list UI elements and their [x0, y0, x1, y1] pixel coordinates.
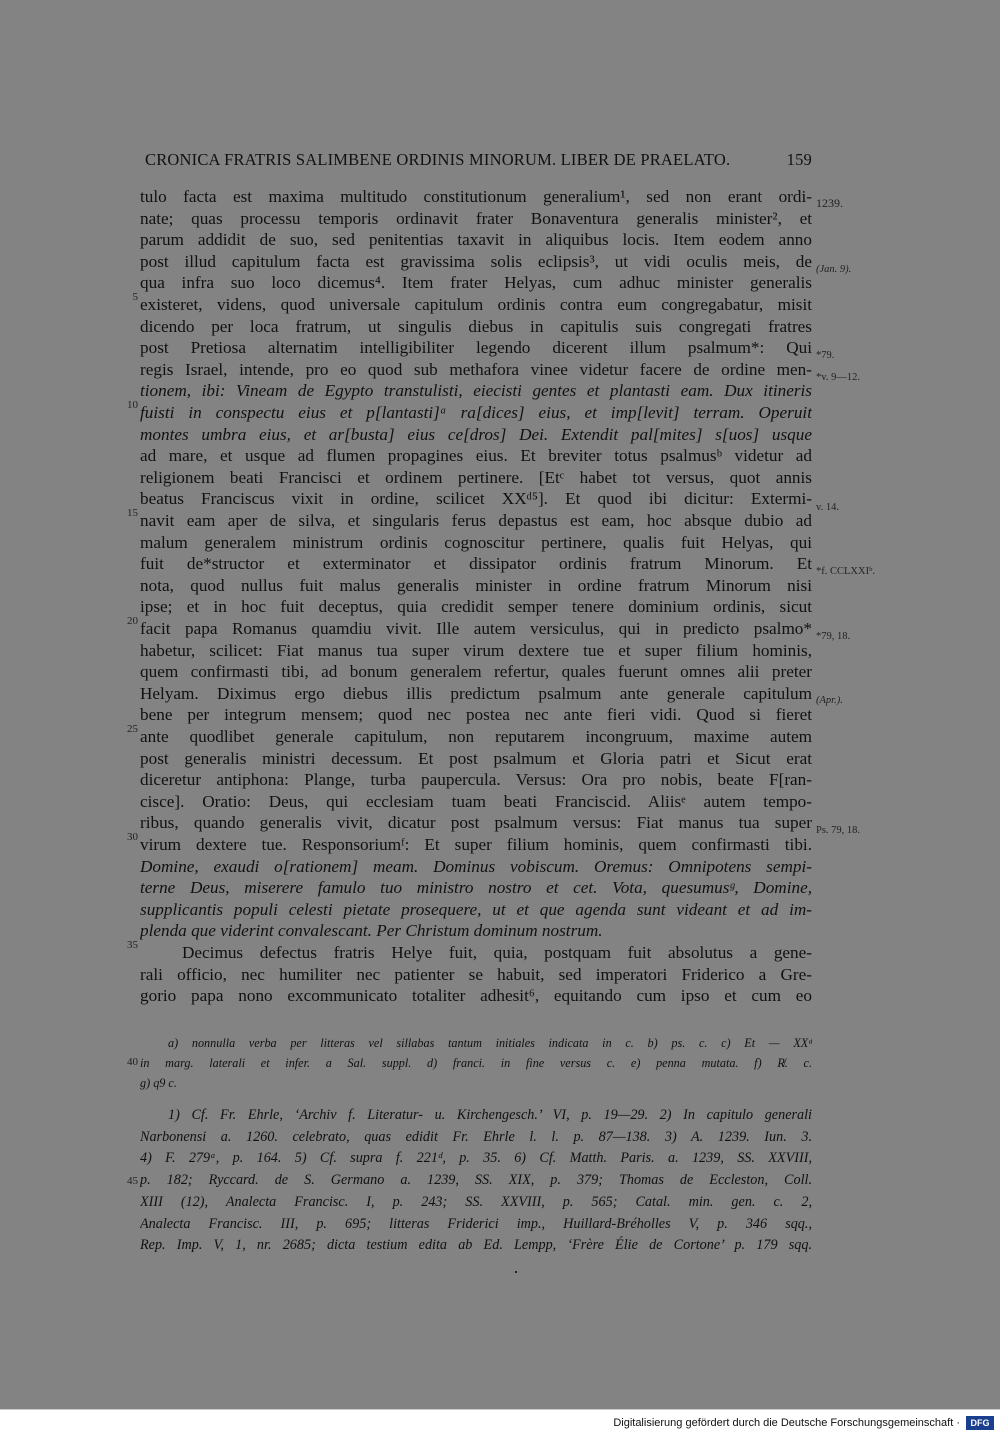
- text-line: post illud capitulum facta est gravissima solis eclipsis³, ut vidi oculis meis, de: [140, 251, 812, 271]
- footer-bar: [0, 1409, 1000, 1434]
- text-line: quem confirmasti tibi, ad bonum generalem refertur, quales fuerunt omnes alii preter: [140, 662, 812, 682]
- apparatus-line: in marg. laterali et infer. a Sal. suppl. d) franci. in fine versus c. e) penna mutata. f) R̸. c.: [140, 1056, 812, 1070]
- text-line: ribus, quando generalis vivit, dicatur post psalmum versus: Fiat manus tua super: [140, 813, 812, 833]
- line-number: 10: [127, 399, 138, 411]
- text-line: terne Deus, miserere famulo tuo ministro nostro et cet. Vota, quesumusᵍ, Domine,: [140, 878, 812, 898]
- text-line: Domine, exaudi o[rationem] meam. Dominus vobiscum. Oremus: Omnipotens sempi-: [140, 856, 812, 876]
- text-line: ipse; et in hoc fuit deceptus, quia credidit semper tenere dominium ordinis, sicut: [140, 597, 812, 617]
- text-line: post Pretiosa alternatim intelligibiliter legendo dicerent illum psalmum*: Qui: [140, 338, 812, 358]
- line-number: 30: [127, 831, 138, 843]
- text-line: religionem beati Francisci et ordinem pertinere. [Etᶜ habet tot versus, quot annis: [140, 467, 812, 487]
- margin-note: *79, 18.: [816, 631, 851, 642]
- text-line: rali officio, nec humiliter nec patienter se habuit, sed imperatori Friderico a Gre-: [140, 964, 812, 984]
- line-number: 35: [127, 939, 138, 951]
- margin-note: Ps. 79, 18.: [816, 825, 861, 836]
- reference-line: Analecta Francisc. III, p. 695; litteras Friderici imp., Huillard-Bréholles V, p. 346 sqq.,: [140, 1215, 812, 1232]
- text-line: qua infra suo loco dicemus⁴. Item frater Helyas, cum adhuc minister generalis: [140, 273, 812, 293]
- apparatus-line: g) q9 c.: [140, 1076, 177, 1090]
- margin-note: *79.: [816, 350, 835, 361]
- text-line: plenda que viderint convalescant. Per Christum dominum nostrum.: [140, 921, 603, 941]
- text-line: fuisti in conspectu eius et p[lantasti]ᵃ ra[dices] eius, et imp[levit] terram. Operuit: [140, 403, 812, 422]
- margin-note: *v. 9—12.: [816, 372, 860, 383]
- text-line: fuit de*structor et exterminator et dissipator ordinis fratrum Minorum. Et: [140, 554, 812, 574]
- text-line: parum addidit de suo, sed penitentias taxavit in aliquibus locis. Item eodem anno: [140, 230, 812, 250]
- text-line: malum generalem ministrum ordinis cognoscitur pertinere, qualis fuit Helyas, qui: [140, 532, 812, 552]
- text-line: cisce]. Oratio: Deus, qui ecclesiam tuam beati Franciscid. Aliisᵉ autem tempo-: [140, 791, 812, 811]
- text-line: Decimus defectus fratris Helye fuit, quia, postquam fuit absolutus a gene-: [182, 943, 812, 962]
- text-line: navit eam aper de silva, et singularis ferus depastus est eam, hoc absque dubio ad: [140, 511, 812, 530]
- margin-note: (Jan. 9).: [816, 264, 852, 275]
- margin-note: (Apr.).: [816, 695, 843, 706]
- text-line: beatus Franciscus vixit in ordine, scilicet XXᵈ⁵]. Et quod ibi dicitur: Extermi-: [140, 489, 812, 509]
- line-number: 25: [127, 723, 138, 735]
- text-line: facit papa Romanus quamdiu vivit. Ille autem versiculus, qui in predicto psalmo*: [140, 619, 812, 638]
- text-line: habetur, scilicet: Fiat manus tua super virum dextere tue et super filium hominis,: [140, 640, 812, 660]
- text-line: tionem, ibi: Vineam de Egypto transtulisti, eiecisti gentes et plantasti eam. Dux itineris: [140, 381, 812, 401]
- running-title: CRONICA FRATRIS SALIMBENE ORDINIS MINORUM. LIBER DE PRAELATO.: [145, 150, 731, 169]
- dfg-logo: DFG: [966, 1416, 994, 1430]
- reference-line: XIII (12), Analecta Francisc. I, p. 243; SS. XXVIII, p. 565; Catal. min. gen. c. 2,: [140, 1193, 812, 1210]
- scan-dot: [515, 1271, 517, 1273]
- footer-text: Digitalisierung gefördert durch die Deutsche Forschungsgemeinschaft ·: [613, 1417, 960, 1429]
- margin-note: *f. CCLXXIᵇ.: [816, 566, 875, 577]
- reference-line: Narbonensi a. 1260. celebrato, quas edidit Fr. Ehrle l. l. p. 87—138. 3) A. 1239. Iun. 3.: [140, 1128, 812, 1145]
- text-line: dicendo per loca fratrum, ut singulis diebus in capitulis suis congregati fratres: [140, 316, 812, 336]
- text-line: nota, quod nullus fuit malus generalis minister in ordine fratrum Minorum nisi: [140, 575, 812, 595]
- text-line: tulo facta est maxima multitudo constitutionum generalium¹, sed non erant ordi-: [140, 187, 812, 206]
- text-line: gorio papa nono excommunicato totaliter adhesit⁶, equitando cum ipso et cum eo: [140, 986, 812, 1006]
- text-line: ante quodlibet generale capitulum, non reputarem incongruum, maxime autem: [140, 727, 812, 746]
- margin-note: 1239.: [816, 196, 843, 210]
- text-line: virum dextere tue. Responsoriumᶠ: Et super filium hominis, quem confirmasti tibi.: [140, 835, 812, 854]
- text-line: regis Israel, intende, pro eo quod sub methafora vinee videtur facere de ordine men-: [140, 359, 812, 379]
- reference-line: Rep. Imp. V, 1, nr. 2685; dicta testium edita ab Ed. Lempp, ‘Frère Élie de Cortone’ p. 179 sqq.: [140, 1237, 812, 1254]
- reference-line: 4) F. 279ᵃ, p. 164. 5) Cf. supra f. 221ᵈ, p. 35. 6) Cf. Matth. Paris. a. 1239, SS. XXVIII,: [140, 1150, 812, 1167]
- reference-line: p. 182; Ryccard. de S. Germano a. 1239, SS. XIX, p. 379; Thomas de Eccleston, Coll.: [140, 1172, 812, 1189]
- line-number: 45: [127, 1175, 138, 1187]
- text-line: supplicantis populi celesti pietate prosequere, ut et que agenda sunt videant et ad im-: [140, 899, 812, 919]
- margin-note: v. 14.: [816, 502, 839, 513]
- text-line: post generalis ministri decessum. Et post psalmum et Gloria patri et Sicut erat: [140, 748, 812, 768]
- text-line: Helyam. Diximus ergo diebus illis predictum psalmum ante generale capitulum: [140, 683, 812, 703]
- text-line: nate; quas processu temporis ordinavit frater Bonaventura generalis minister², et: [140, 208, 812, 228]
- line-number: 5: [132, 291, 138, 303]
- text-line: ad mare, et usque ad flumen propagines eius. Et breviter totus psalmusᵇ videtur ad: [140, 446, 812, 466]
- text-line: diceretur antiphona: Plange, turba paupercula. Versus: Ora pro nobis, beate F[ran-: [140, 770, 812, 790]
- text-line: bene per integrum mensem; quod nec postea nec ante fieri vidi. Quod si fieret: [140, 705, 812, 725]
- line-number: 40: [127, 1056, 138, 1068]
- apparatus-line: a) nonnulla verba per litteras vel sillabas tantum initiales indicata in c. b) ps. c. c) Et — XXᵈ: [168, 1036, 812, 1050]
- page-number: 159: [786, 150, 812, 169]
- reference-line: 1) Cf. Fr. Ehrle, ‘Archiv f. Literatur- u. Kirchengesch.’ VI, p. 19—29. 2) In capitulo generali: [168, 1107, 812, 1123]
- line-number: 15: [127, 507, 138, 519]
- line-number: 20: [127, 615, 138, 627]
- text-line: montes umbra eius, et ar[busta] eius ce[dros] Dei. Extendit pal[mites] s[uos] usque: [140, 424, 812, 444]
- text-line: existeret, videns, quod universale capitulum ordinis contra eum congregabatur, misit: [140, 295, 812, 314]
